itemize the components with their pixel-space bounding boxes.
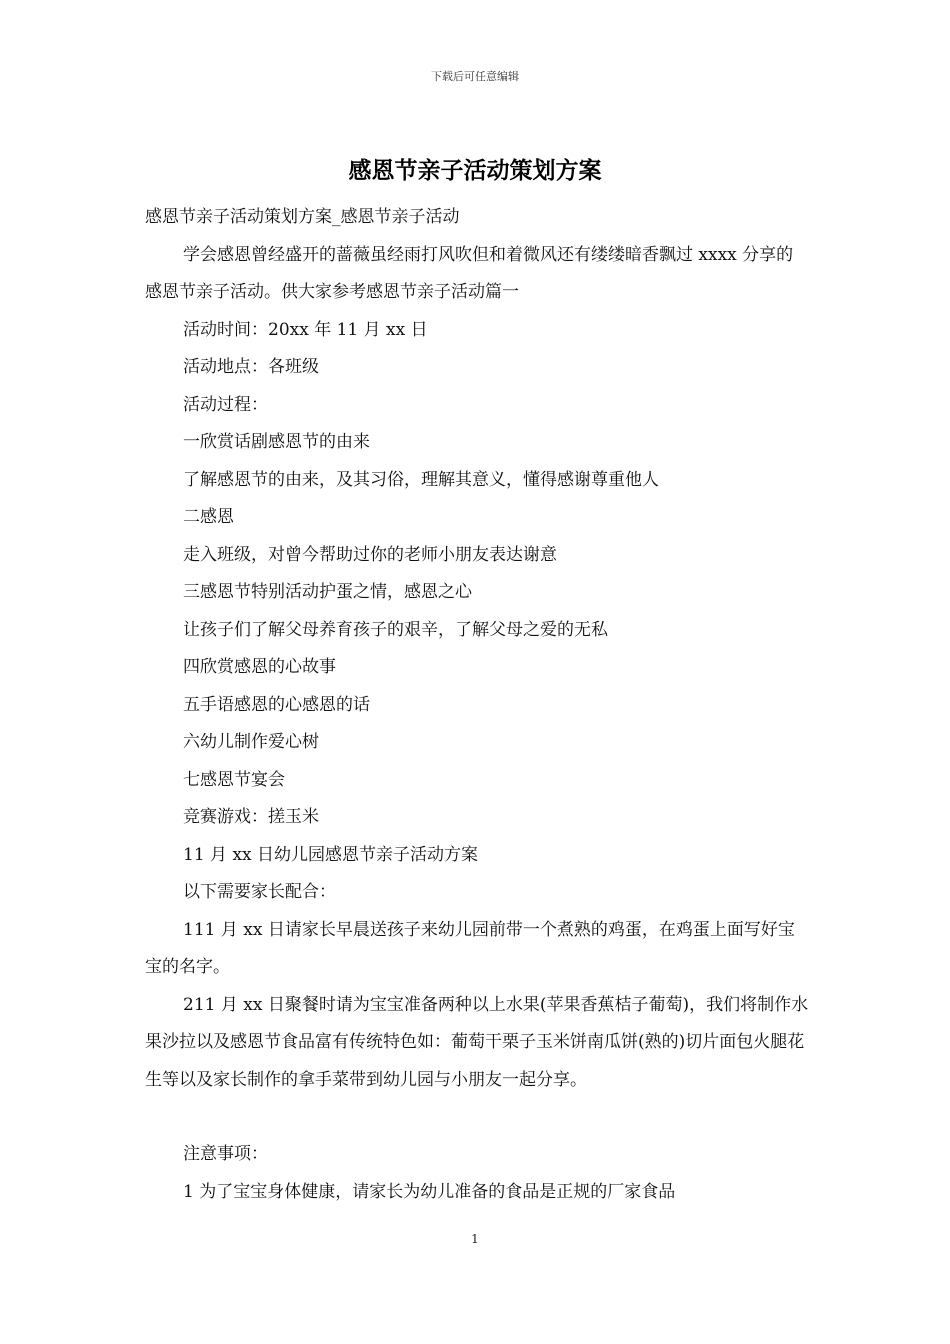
intro-paragraph: 学会感恩曾经盛开的蔷薇虽经雨打风吹但和着微风还有缕缕暗香飘过 xxxx 分享的感恩节亲子活动。供大家参考感恩节亲子活动篇一 xyxy=(145,244,794,302)
step-two-title: 二感恩 xyxy=(183,507,234,527)
parent-item-two: 211 月 xx 日聚餐时请为宝宝准备两种以上水果(苹果香蕉桔子葡萄)，我们将制作水果沙拉以及感恩节食品富有传统特色如：葡萄干栗子玉米饼南瓜饼(熟的)切片面包火腿花生等以及家长制作的拿手菜带到幼儿园与小朋友一起分享。 xyxy=(145,994,809,1090)
document-subtitle: 感恩节亲子活动策划方案_感恩节亲子活动 xyxy=(145,207,460,227)
step-one-title: 一欣赏话剧感恩节的由来 xyxy=(183,432,370,452)
step-four-title: 四欣赏感恩的心故事 xyxy=(183,657,336,677)
step-seven-title: 七感恩节宴会 xyxy=(183,769,285,790)
kindergarten-plan-title: 11 月 xx 日幼儿园感恩节亲子活动方案 xyxy=(183,844,479,865)
activity-time: 活动时间：20xx 年 11 月 xx 日 xyxy=(183,319,428,340)
step-two-description: 走入班级，对曾今帮助过你的老师小朋友表达谢意 xyxy=(183,544,557,565)
header-note: 下载后可任意编辑 xyxy=(431,70,519,83)
paragraph-spacer xyxy=(145,1099,810,1136)
game-item: 竞赛游戏：搓玉米 xyxy=(183,807,319,827)
step-three-description: 让孩子们了解父母养育孩子的艰辛，了解父母之爱的无私 xyxy=(183,619,608,640)
page-number: 1 xyxy=(471,1232,479,1246)
document-title: 感恩节亲子活动策划方案 xyxy=(348,157,602,184)
notes-heading: 注意事项： xyxy=(183,1144,268,1164)
activity-location: 活动地点：各班级 xyxy=(183,357,319,377)
note-item: 1 为了宝宝身体健康，请家长为幼儿准备的食品是正规的厂家食品 xyxy=(183,1181,676,1202)
document-body xyxy=(145,199,810,1211)
step-one-description: 了解感恩节的由来，及其习俗，理解其意义，懂得感谢尊重他人 xyxy=(183,469,659,490)
parent-item-one: 111 月 xx 日请家长早晨送孩子来幼儿园前带一个煮熟的鸡蛋，在鸡蛋上面写好宝宝的名字。 xyxy=(145,919,795,977)
step-six-title: 六幼儿制作爱心树 xyxy=(183,732,319,752)
step-three-title: 三感恩节特别活动护蛋之情，感恩之心 xyxy=(183,582,472,602)
activity-process-heading: 活动过程： xyxy=(183,394,268,415)
step-five-title: 五手语感恩的心感恩的话 xyxy=(183,694,370,715)
parent-cooperation-heading: 以下需要家长配合： xyxy=(183,882,336,902)
